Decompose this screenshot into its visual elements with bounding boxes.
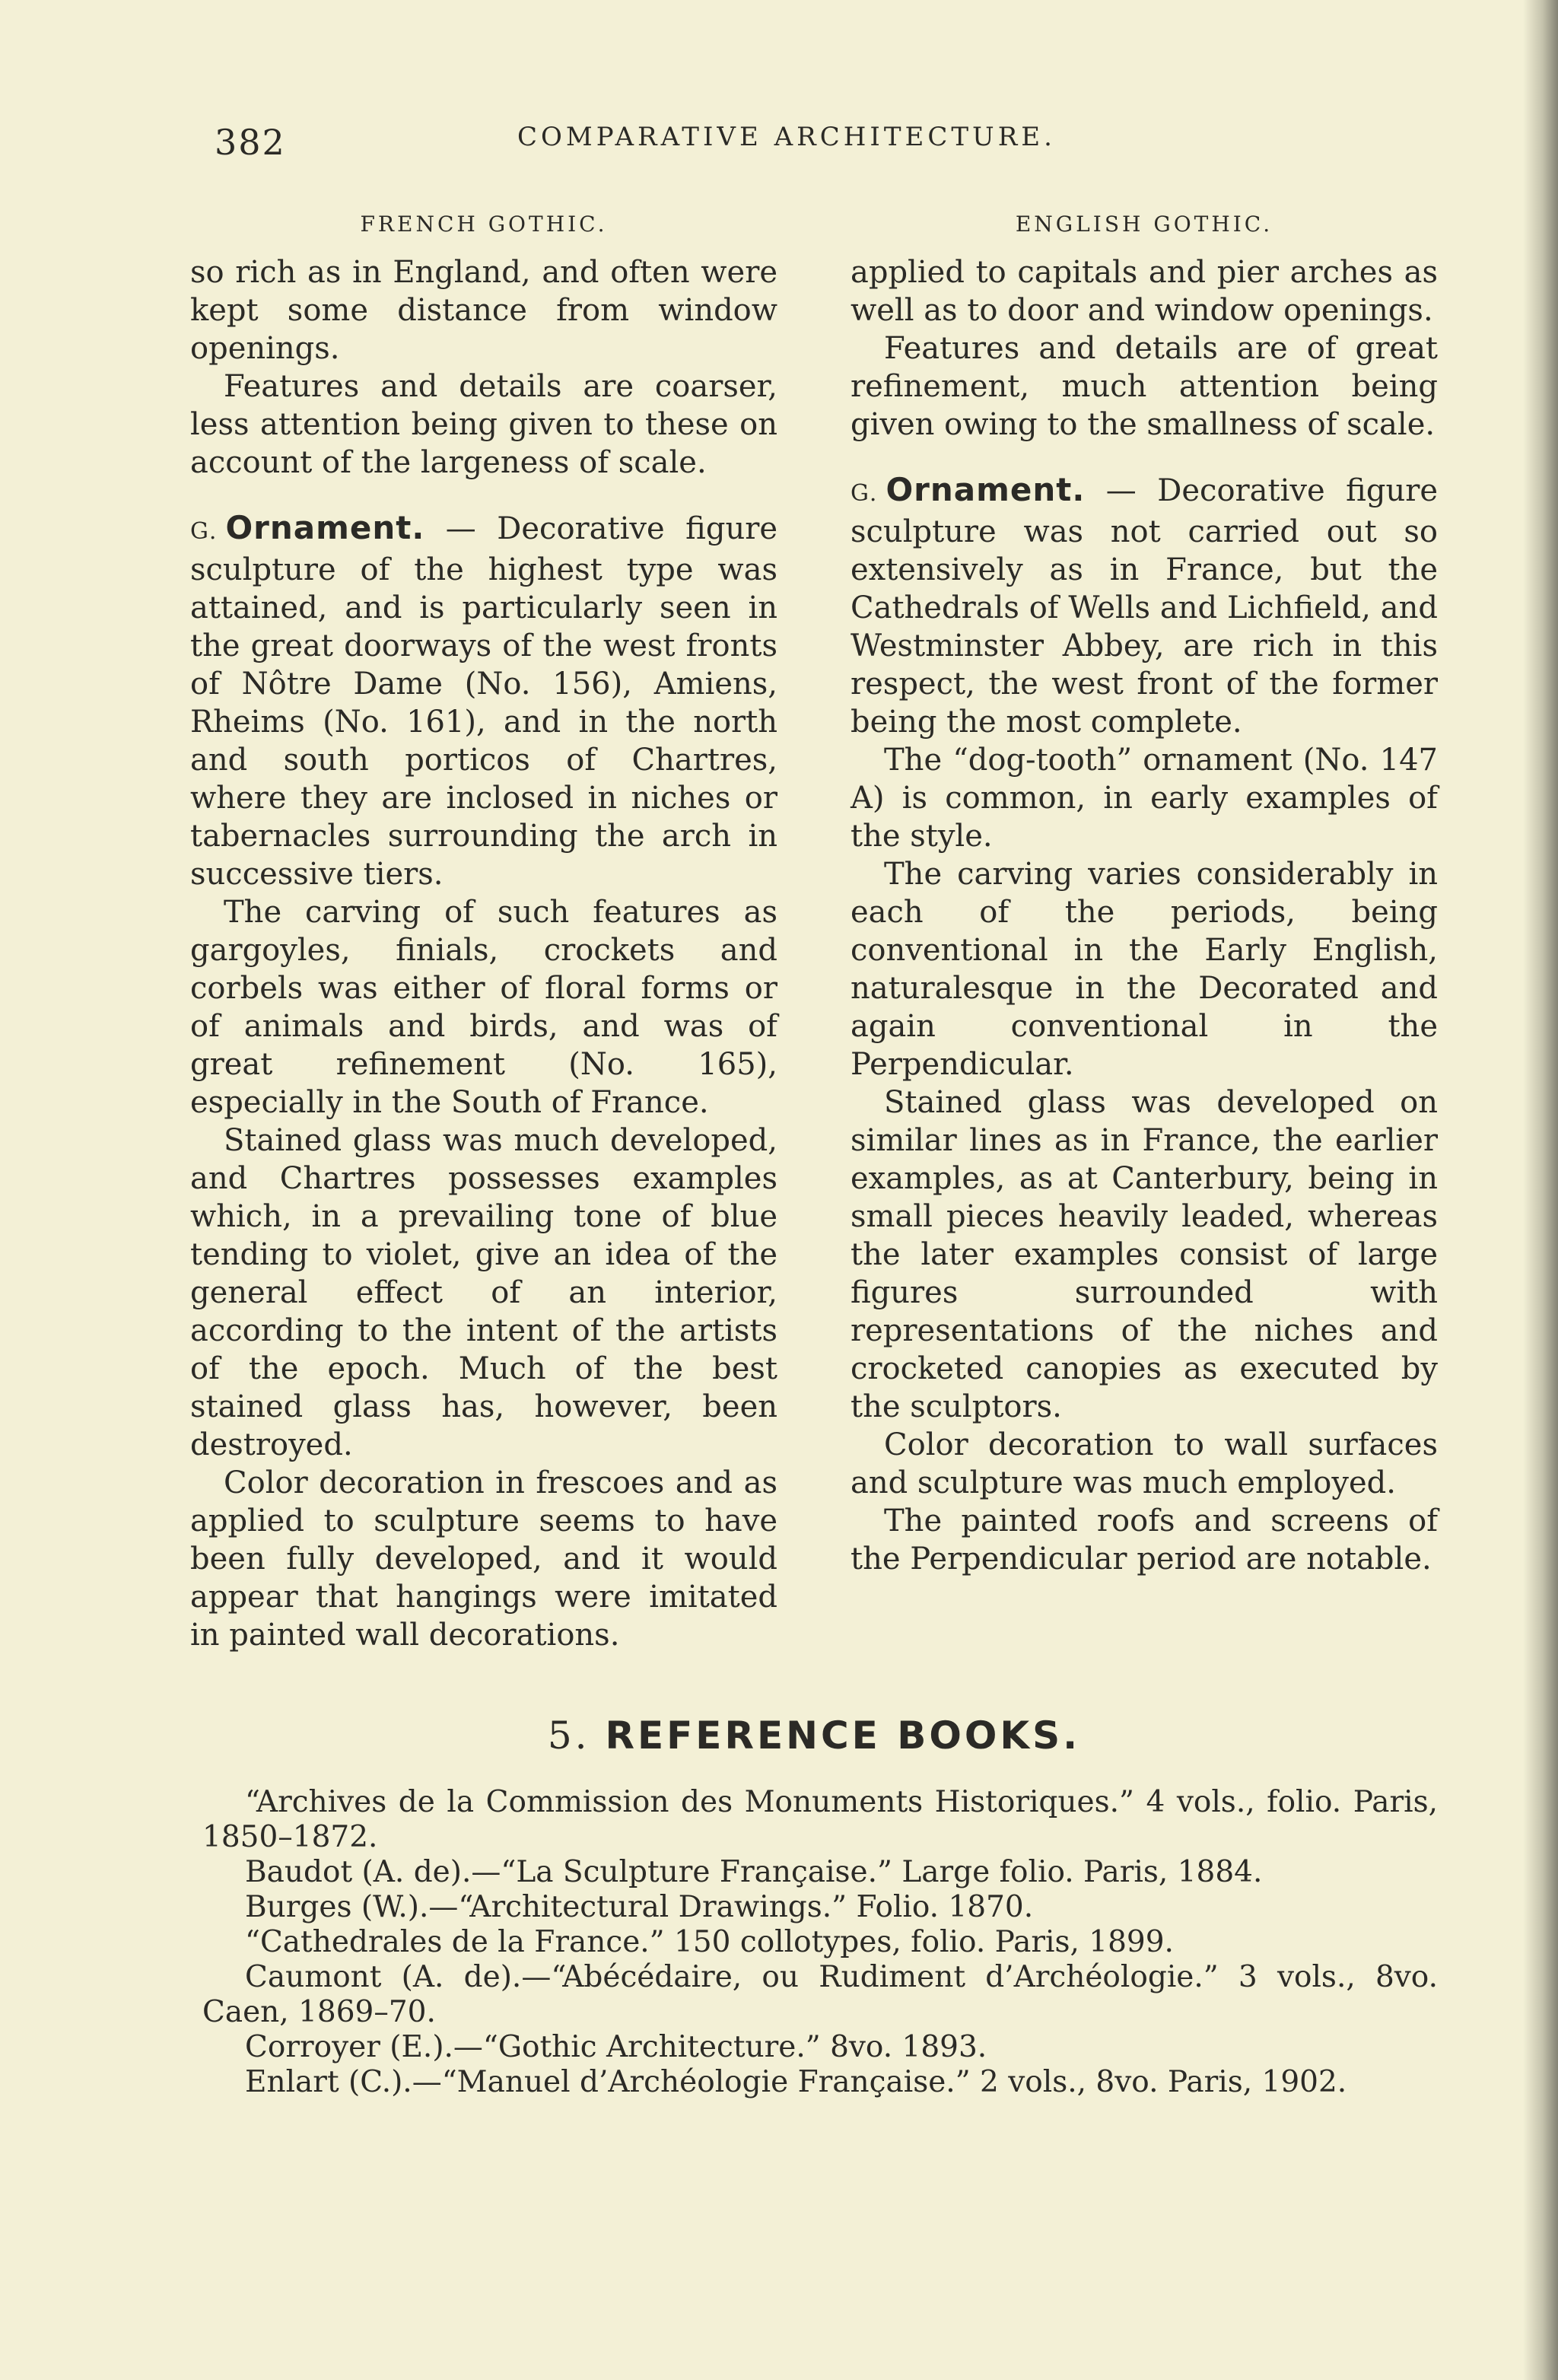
ornament-paragraph xyxy=(851,471,1438,741)
right-column-heading: ENGLISH GOTHIC. xyxy=(1015,212,1273,237)
page-number: 382 xyxy=(215,122,286,163)
ornament-heading: Ornament. xyxy=(225,509,425,546)
ornament-text: — Decorative figure sculpture of the highest type was attained, and is particularly seen in the great doorways of the west fronts of Nôtre Dame (No. 156), Amiens, Rheims (No. 161), and in the north and south porticos of Chartres, where they are inclosed in niches or tabernacles surrounding the arch in successive tiers. xyxy=(190,511,777,892)
ornament-text: — Decorative figure sculpture was not carried out so extensively as in France, but the Cathedrals of Wells and Lichfield, and Westminster Abbey, are rich in this respect, the west front of the former being the most complete. xyxy=(851,473,1438,740)
reference-entry: “Archives de la Commission des Monuments Historiques.” 4 vols., folio. Paris, 1850–1872. xyxy=(202,1785,1438,1854)
paragraph: applied to capitals and pier arches as well as to door and window openings. xyxy=(851,255,1438,328)
paragraph: so rich as in England, and often were kept some distance from window openings. xyxy=(190,255,777,366)
reference-list xyxy=(190,1785,1438,2100)
ornament-heading: Ornament. xyxy=(886,471,1086,508)
paragraph: Features and details are coarser, less attention being given to these on account of the largeness of scale. xyxy=(190,369,777,480)
reference-entry: Burges (W.).—“Architectural Drawings.” Folio. 1870. xyxy=(245,1890,1034,1924)
paragraph: Color decoration in frescoes and as applied to sculpture seems to have been fully developed, and it would appear that hangings were imitated in painted wall decorations. xyxy=(190,1465,777,1653)
running-title: COMPARATIVE ARCHITECTURE. xyxy=(517,122,1056,152)
running-head xyxy=(190,122,1438,175)
paragraph: The “dog-tooth” ornament (No. 147 A) is common, in early examples of the style. xyxy=(851,743,1438,854)
paragraph: Stained glass was much developed, and Chartres possesses examples which, in a prevailing tone of blue tending to violet, give an idea of the general effect of an interior, according to the intent of the artists of the epoch. Much of the best stained glass has, however, been destroyed. xyxy=(190,1123,777,1462)
left-column-heading: FRENCH GOTHIC. xyxy=(360,212,608,237)
section-letter: G. xyxy=(851,480,879,507)
book-page xyxy=(190,122,1438,2100)
reference-entry: Baudot (A. de).—“La Sculpture Française.” Large folio. Paris, 1884. xyxy=(245,1855,1263,1889)
paragraph: Color decoration to wall surfaces and sculpture was much employed. xyxy=(851,1427,1438,1500)
right-column-english-gothic xyxy=(851,212,1438,1654)
left-column-french-gothic xyxy=(190,212,777,1654)
ornament-paragraph xyxy=(190,509,777,893)
section-title: REFERENCE BOOKS. xyxy=(605,1713,1081,1758)
reference-entry: Enlart (C.).—“Manuel d’Archéologie Française.” 2 vols., 8vo. Paris, 1902. xyxy=(245,2065,1347,2099)
reference-entry: Corroyer (E.).—“Gothic Architecture.” 8vo. 1893. xyxy=(245,2030,987,2064)
section-number: 5. xyxy=(547,1713,590,1758)
paragraph: The carving varies considerably in each of the periods, being conventional in the Early English, naturalesque in the Decorated and again conventional in the Perpendicular. xyxy=(851,857,1438,1082)
reference-entry: Caumont (A. de).—“Abécédaire, ou Rudiment d’Archéologie.” 3 vols., 8vo. Caen, 1869–70. xyxy=(202,1960,1438,2029)
paragraph: Features and details are of great refinement, much attention being given owing to the smallness of scale. xyxy=(851,331,1438,442)
section-letter: G. xyxy=(190,518,218,545)
paragraph: Stained glass was developed on similar lines as in France, the earlier examples, as at Canterbury, being in small pieces heavily leaded, whereas the later examples consist of large figures surrounded with representations of the niches and crocketed canopies as executed by the sculptors. xyxy=(851,1085,1438,1424)
reference-books-heading xyxy=(190,1713,1438,1758)
paragraph: The painted roofs and screens of the Perpendicular period are notable. xyxy=(851,1503,1438,1577)
reference-entry: “Cathedrales de la France.” 150 collotypes, folio. Paris, 1899. xyxy=(245,1925,1174,1959)
paragraph: The carving of such features as gargoyles, finials, crockets and corbels was either of floral forms or of animals and birds, and was of great refinement (No. 165), especially in the South of France. xyxy=(190,895,777,1120)
two-column-text xyxy=(190,212,1438,1654)
page-edge-shadow xyxy=(1523,0,1558,2380)
